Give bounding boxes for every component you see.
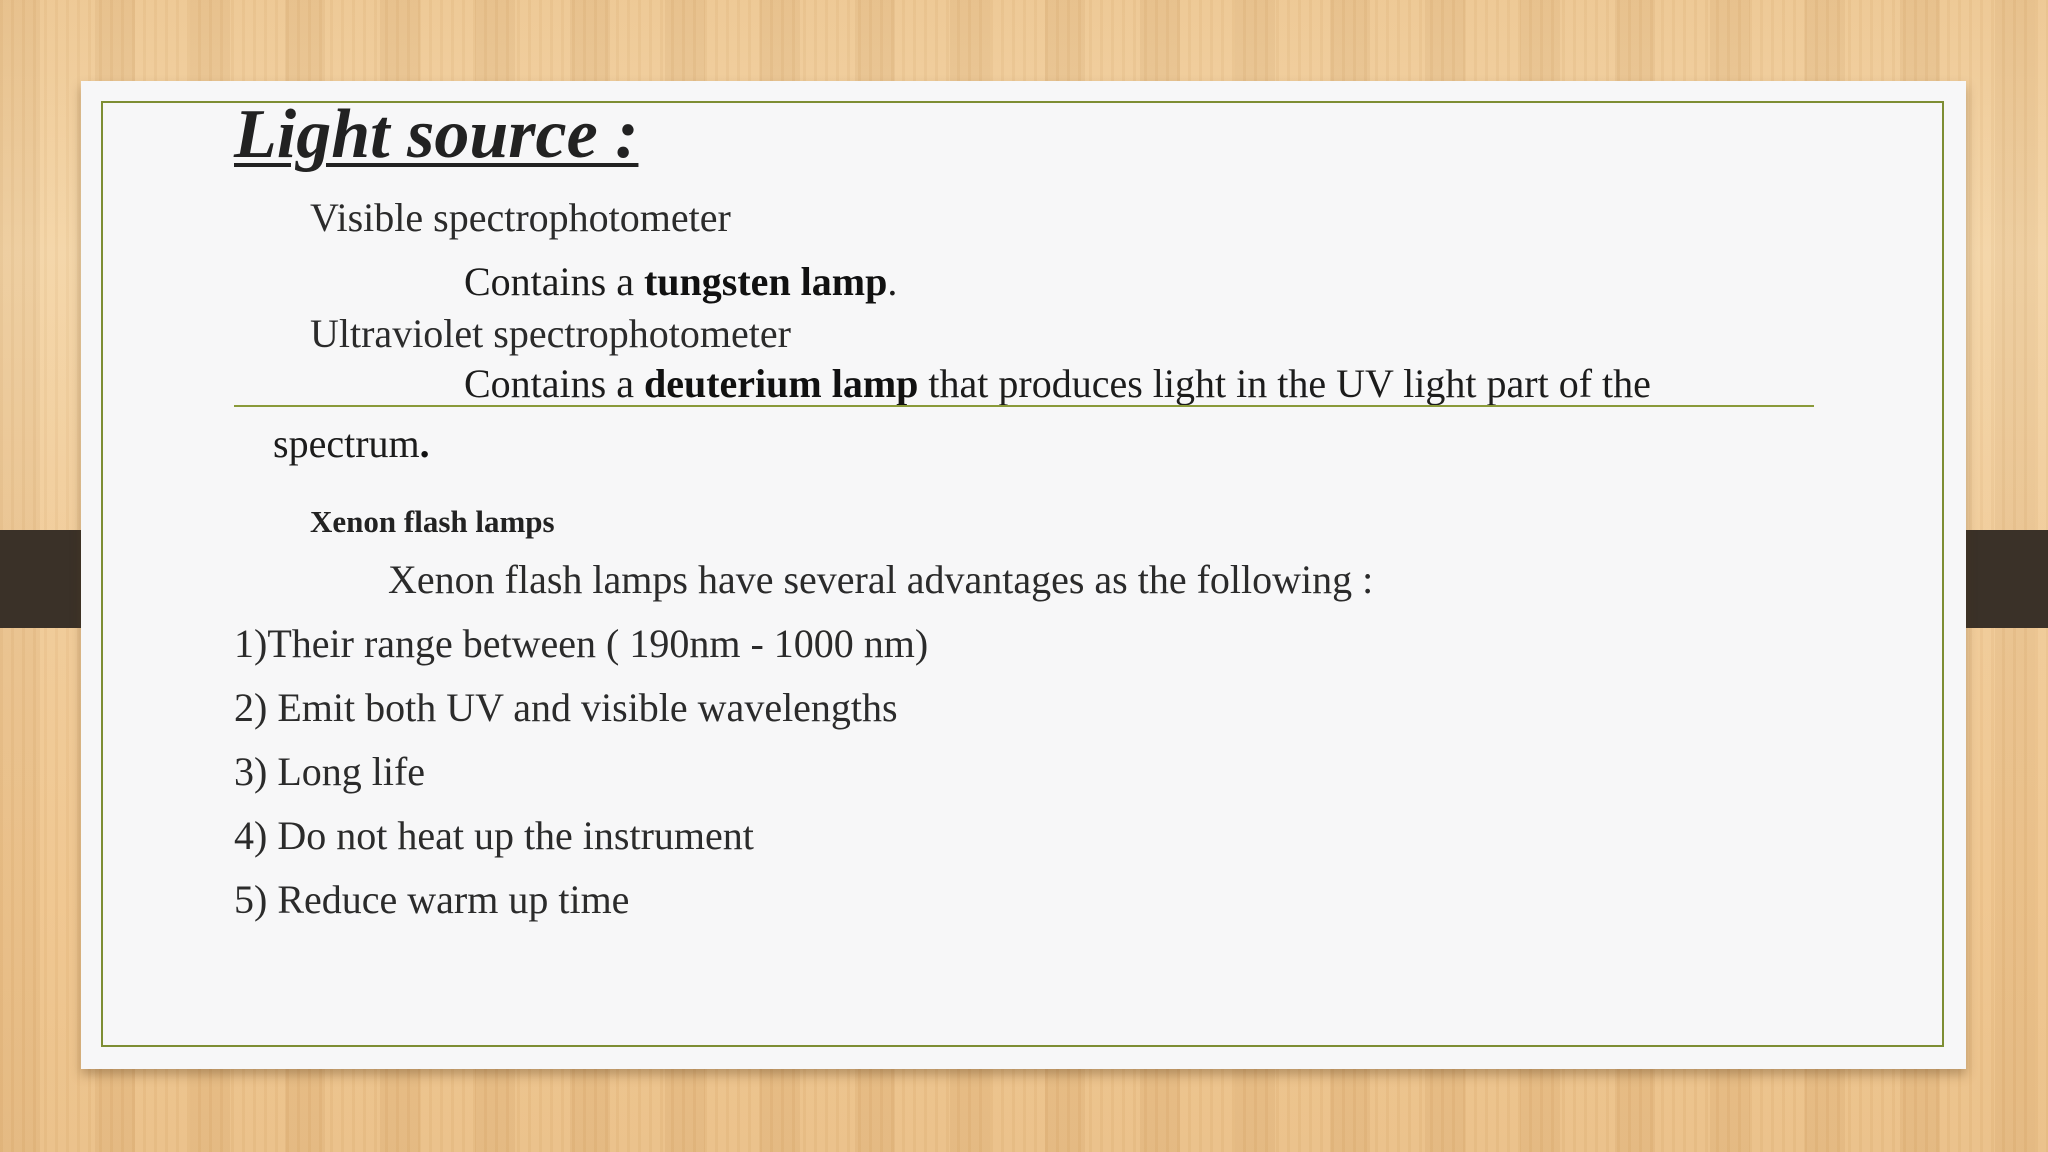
advantage-item-4: 4) Do not heat up the instrument xyxy=(234,813,754,858)
tungsten-line-prefix: Contains a xyxy=(464,259,644,304)
tungsten-line-suffix: . xyxy=(887,259,898,304)
uv-heading: Ultraviolet spectrophotometer xyxy=(310,311,791,356)
slide-title: Light source : xyxy=(234,96,639,173)
tungsten-lamp-term: tungsten lamp xyxy=(643,259,888,304)
advantage-item-2: 2) Emit both UV and visible wavelengths xyxy=(234,685,898,730)
tungsten-line xyxy=(464,259,898,304)
deuterium-line-prefix: Contains a xyxy=(464,361,644,406)
spectrum-period: . xyxy=(419,421,430,466)
deuterium-lamp-term: deuterium lamp xyxy=(643,361,919,406)
spectrum-word: spectrum xyxy=(273,421,420,466)
xenon-intro: Xenon flash lamps have several advantages as the following : xyxy=(388,557,1374,602)
advantage-item-3: 3) Long life xyxy=(234,749,426,794)
deuterium-line-suffix: that produces light in the UV light part of the xyxy=(918,361,1651,406)
divider-rule xyxy=(234,405,1814,407)
deuterium-line xyxy=(464,361,1651,406)
advantage-item-5: 5) Reduce warm up time xyxy=(234,877,630,922)
visible-heading: Visible spectrophotometer xyxy=(310,195,731,240)
spectrum-continuation xyxy=(273,421,430,466)
xenon-heading: Xenon flash lamps xyxy=(310,504,555,539)
advantage-item-1: 1)Their range between ( 190nm - 1000 nm) xyxy=(234,621,929,666)
